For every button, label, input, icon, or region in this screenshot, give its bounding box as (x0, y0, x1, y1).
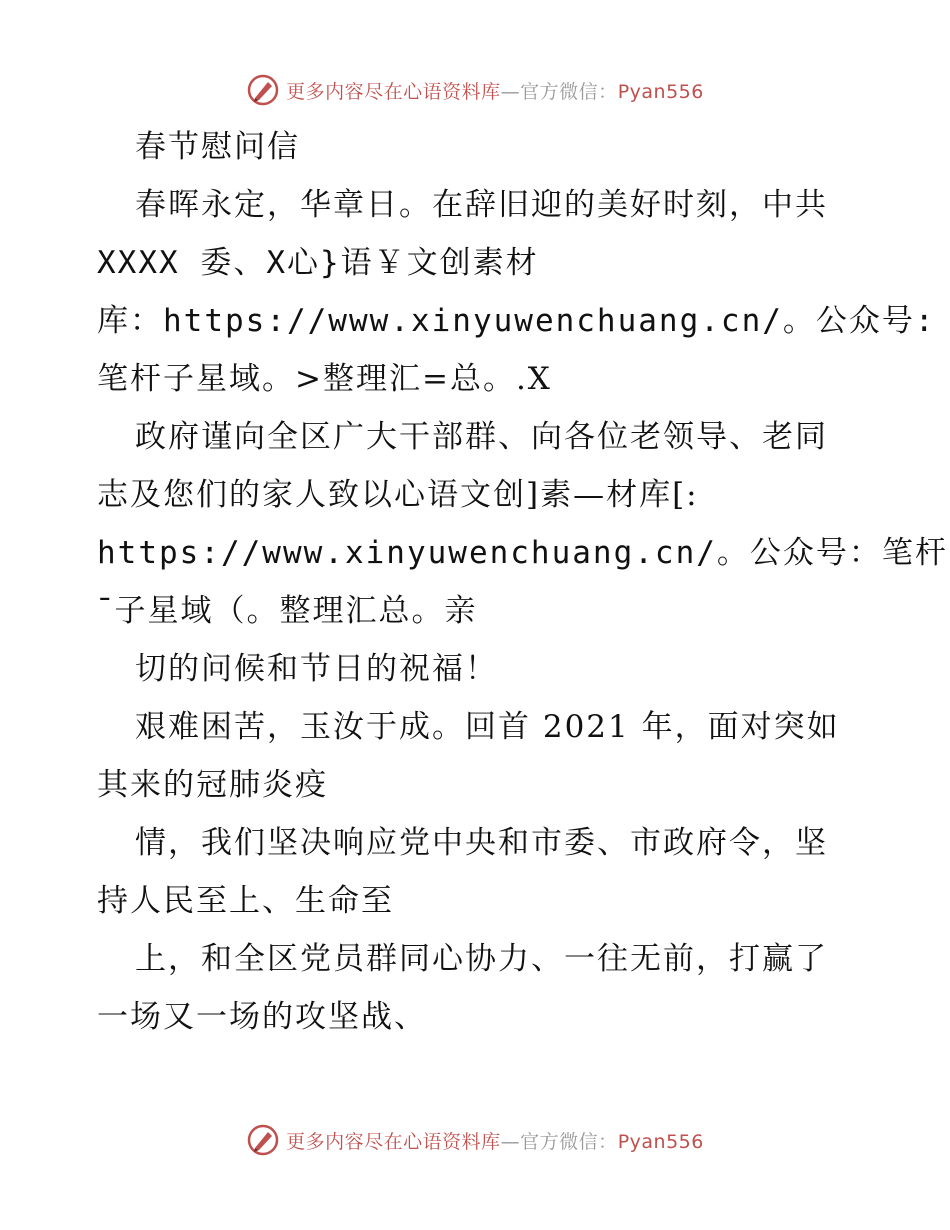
banner-dash: — (500, 1130, 521, 1153)
letter-title: 春节慰问信 (135, 129, 300, 165)
paragraph-line: XXXX 委、X心}语￥文创素材 (97, 245, 539, 281)
banner-text (286, 1127, 704, 1154)
paragraph-line: ¯子星域（。整理汇总。亲 (97, 593, 478, 629)
header-banner (0, 70, 950, 110)
footer-banner (0, 1120, 950, 1160)
paragraph-line: 切的问候和节日的祝福！ (135, 651, 498, 687)
paragraph-line: 志及您们的家人致以心语文创]素—材库[: (97, 477, 699, 513)
paragraph-line: 艰难困苦，玉汝于成。回首 2021 年，面对突如 (135, 709, 840, 745)
banner-wechat: Pyan556 (617, 80, 704, 103)
pen-logo-icon (246, 73, 280, 107)
paragraph-line: 其来的冠肺炎疫 (97, 767, 328, 803)
paragraph-line: 春晖永定，华章日。在辞旧迎的美好时刻，中共 (135, 187, 828, 223)
paragraph-line: https://www.xinyuwenchuang.cn/。公众号：笔杆 (97, 535, 948, 571)
letter-body (97, 124, 948, 1052)
banner-main: 更多内容尽在心语资料库 (286, 1130, 501, 1153)
paragraph-line: 笔杆子星域。>整理汇=总。.X (97, 361, 552, 397)
banner-dash: — (500, 80, 521, 103)
banner-sub: 官方微信： (520, 80, 618, 103)
paragraph-line: 持人民至上、生命至 (97, 883, 394, 919)
paragraph-line: 一场又一场的攻坚战、 (97, 999, 427, 1035)
banner-main: 更多内容尽在心语资料库 (286, 80, 501, 103)
pen-logo-icon (246, 1123, 280, 1157)
paragraph-line: 情，我们坚决响应党中央和市委、市政府令，坚 (135, 825, 828, 861)
banner-wechat: Pyan556 (617, 1130, 704, 1153)
paragraph-line: 政府谨向全区广大干部群、向各位老领导、老同 (135, 419, 828, 455)
banner-text (286, 77, 704, 104)
banner-sub: 官方微信： (520, 1130, 618, 1153)
paragraph-line: 上，和全区党员群同心协力、一往无前，打赢了 (135, 941, 828, 977)
paragraph-line: 库：https://www.xinyuwenchuang.cn/。公众号: (97, 303, 936, 339)
